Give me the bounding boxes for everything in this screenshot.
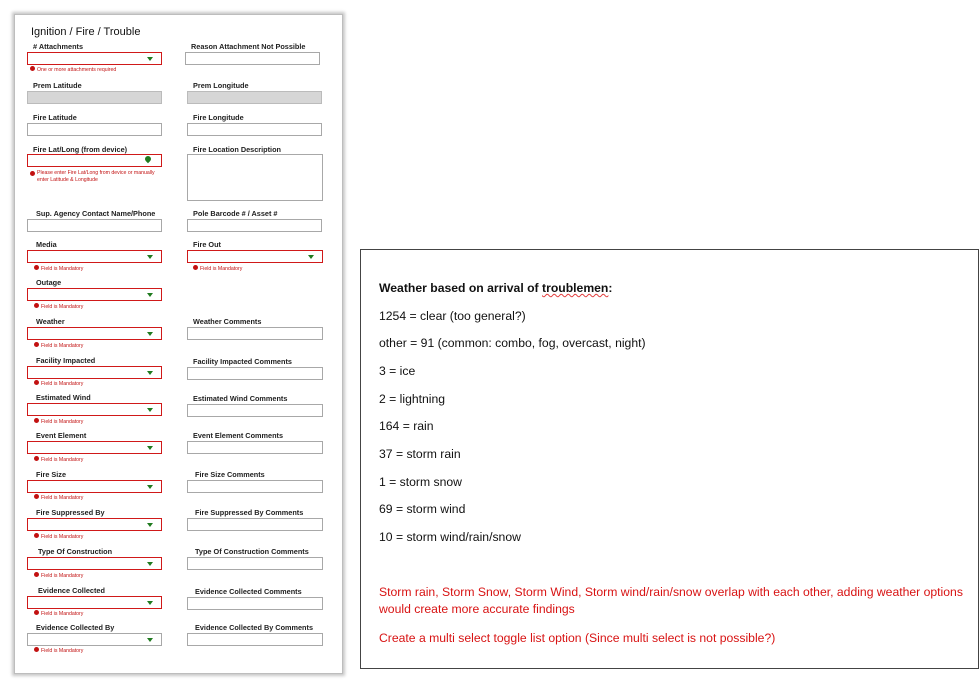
fire-suppressed-by-error: Field is Mandatory	[34, 534, 83, 541]
estimated-wind-error: Field is Mandatory	[34, 419, 83, 426]
type-of-construction-label: Type Of Construction	[38, 547, 113, 556]
chevron-down-icon	[147, 562, 153, 566]
fire-suppressed-by-comments-label: Fire Suppressed By Comments	[195, 508, 304, 517]
location-pin-icon[interactable]	[144, 155, 152, 163]
evidence-collected-error: Field is Mandatory	[34, 611, 83, 618]
attachments-dropdown[interactable]	[27, 52, 162, 65]
evidence-collected-by-comments-input[interactable]	[187, 633, 323, 646]
chevron-down-icon	[147, 446, 153, 450]
chevron-down-icon	[147, 293, 153, 297]
type-of-construction-dropdown[interactable]	[27, 557, 162, 570]
error-icon	[34, 303, 39, 308]
fire-size-error: Field is Mandatory	[34, 495, 83, 502]
weather-comments-label: Weather Comments	[193, 317, 262, 326]
event-element-error: Field is Mandatory	[34, 457, 83, 464]
outage-dropdown[interactable]	[27, 288, 162, 301]
fire-suppressed-by-label: Fire Suppressed By	[36, 508, 105, 517]
chevron-down-icon	[147, 408, 153, 412]
fire-latlong-device-error: Please enter Fire Lat/Long from device or manually enter Latitude & Longitude	[30, 170, 165, 183]
notes-line: other = 91 (common: combo, fog, overcast, night)	[379, 336, 646, 350]
event-element-comments-label: Event Element Comments	[193, 431, 284, 440]
pole-barcode-input[interactable]	[187, 219, 322, 232]
evidence-collected-dropdown[interactable]	[27, 596, 162, 609]
error-icon	[34, 610, 39, 615]
fire-latitude-label: Fire Latitude	[33, 113, 77, 122]
chevron-down-icon	[147, 57, 153, 61]
evidence-collected-by-error: Field is Mandatory	[34, 648, 83, 655]
chevron-down-icon	[147, 638, 153, 642]
evidence-collected-by-dropdown[interactable]	[27, 633, 162, 646]
error-icon	[34, 572, 39, 577]
fire-size-dropdown[interactable]	[27, 480, 162, 493]
facility-impacted-comments-input[interactable]	[187, 367, 323, 380]
facility-impacted-dropdown[interactable]	[27, 366, 162, 379]
media-dropdown[interactable]	[27, 250, 162, 263]
fire-out-label: Fire Out	[193, 240, 221, 249]
fire-out-dropdown[interactable]	[187, 250, 323, 263]
error-icon	[30, 171, 35, 176]
prem-longitude-field	[187, 91, 322, 104]
sup-agency-label: Sup. Agency Contact Name/Phone	[36, 209, 156, 218]
fire-longitude-input[interactable]	[187, 123, 322, 136]
notes-line: 10 = storm wind/rain/snow	[379, 530, 521, 544]
weather-comments-input[interactable]	[187, 327, 323, 340]
error-icon	[30, 66, 35, 71]
error-icon	[34, 265, 39, 270]
event-element-comments-input[interactable]	[187, 441, 323, 454]
chevron-down-icon	[147, 332, 153, 336]
prem-latitude-label: Prem Latitude	[33, 81, 82, 90]
error-icon	[34, 342, 39, 347]
fire-suppressed-by-comments-input[interactable]	[187, 518, 323, 531]
fire-out-error: Field is Mandatory	[193, 266, 242, 273]
estimated-wind-comments-label: Estimated Wind Comments	[193, 394, 288, 403]
form-title: Ignition / Fire / Trouble	[31, 26, 141, 38]
fire-size-comments-input[interactable]	[187, 480, 323, 493]
error-icon	[34, 456, 39, 461]
fire-longitude-label: Fire Longitude	[193, 113, 244, 122]
event-element-label: Event Element	[36, 431, 87, 440]
facility-impacted-label: Facility Impacted	[36, 356, 96, 365]
evidence-collected-comments-input[interactable]	[187, 597, 323, 610]
notes-line: 3 = ice	[379, 364, 416, 378]
chevron-down-icon	[147, 601, 153, 605]
pole-barcode-label: Pole Barcode # / Asset #	[193, 209, 278, 218]
error-icon	[34, 647, 39, 652]
type-of-construction-error: Field is Mandatory	[34, 573, 83, 580]
outage-label: Outage	[36, 278, 62, 287]
prem-longitude-label: Prem Longitude	[193, 81, 249, 90]
estimated-wind-dropdown[interactable]	[27, 403, 162, 416]
media-label: Media	[36, 240, 57, 249]
type-of-construction-comments-label: Type Of Construction Comments	[195, 547, 309, 556]
notes-line: 2 = lightning	[379, 392, 446, 406]
attachments-error: One or more attachments required	[30, 67, 116, 74]
reason-input[interactable]	[185, 52, 320, 65]
attachments-label: # Attachments	[33, 42, 84, 51]
fire-latitude-input[interactable]	[27, 123, 162, 136]
evidence-collected-by-comments-label: Evidence Collected By Comments	[195, 623, 314, 632]
outage-error: Field is Mandatory	[34, 304, 83, 311]
fire-size-comments-label: Fire Size Comments	[195, 470, 265, 479]
fire-location-desc-label: Fire Location Description	[193, 145, 281, 154]
notes-panel	[360, 249, 979, 669]
type-of-construction-comments-input[interactable]	[187, 557, 323, 570]
weather-error: Field is Mandatory	[34, 343, 83, 350]
error-icon	[34, 533, 39, 538]
notes-line: 69 = storm wind	[379, 502, 466, 516]
sup-agency-input[interactable]	[27, 219, 162, 232]
notes-line: 1254 = clear (too general?)	[379, 309, 526, 323]
event-element-dropdown[interactable]	[27, 441, 162, 454]
fire-suppressed-by-dropdown[interactable]	[27, 518, 162, 531]
fire-latlong-device-input[interactable]	[27, 154, 162, 167]
chevron-down-icon	[308, 255, 314, 259]
weather-label: Weather	[36, 317, 65, 326]
chevron-down-icon	[147, 523, 153, 527]
chevron-down-icon	[147, 371, 153, 375]
weather-dropdown[interactable]	[27, 327, 162, 340]
error-icon	[193, 265, 198, 270]
chevron-down-icon	[147, 485, 153, 489]
error-icon	[34, 494, 39, 499]
evidence-collected-label: Evidence Collected	[38, 586, 105, 595]
notes-line: 164 = rain	[379, 419, 434, 433]
notes-line: 37 = storm rain	[379, 447, 461, 461]
media-error: Field is Mandatory	[34, 266, 83, 273]
error-icon	[34, 380, 39, 385]
evidence-collected-by-label: Evidence Collected By	[36, 623, 115, 632]
fire-size-label: Fire Size	[36, 470, 67, 479]
estimated-wind-comments-input[interactable]	[187, 404, 323, 417]
fire-latlong-device-label: Fire Lat/Long (from device)	[33, 145, 128, 154]
estimated-wind-label: Estimated Wind	[36, 393, 91, 402]
fire-location-desc-textarea[interactable]	[187, 154, 323, 201]
chevron-down-icon	[147, 255, 153, 259]
error-icon	[34, 418, 39, 423]
facility-impacted-error: Field is Mandatory	[34, 381, 83, 388]
reason-label: Reason Attachment Not Possible	[191, 42, 306, 51]
notes-heading: Weather based on arrival of troublemen:	[379, 281, 613, 295]
prem-latitude-field	[27, 91, 162, 104]
notes-line: 1 = storm snow	[379, 475, 462, 489]
notes-comment-multiselect: Create a multi select toggle list option (Since multi select is not possible?)	[379, 631, 776, 645]
facility-impacted-comments-label: Facility Impacted Comments	[193, 357, 292, 366]
evidence-collected-comments-label: Evidence Collected Comments	[195, 587, 302, 596]
notes-comment-overlap: Storm rain, Storm Snow, Storm Wind, Storm wind/rain/snow overlap with each other, adding weather options would create more accurate findings	[379, 585, 963, 616]
